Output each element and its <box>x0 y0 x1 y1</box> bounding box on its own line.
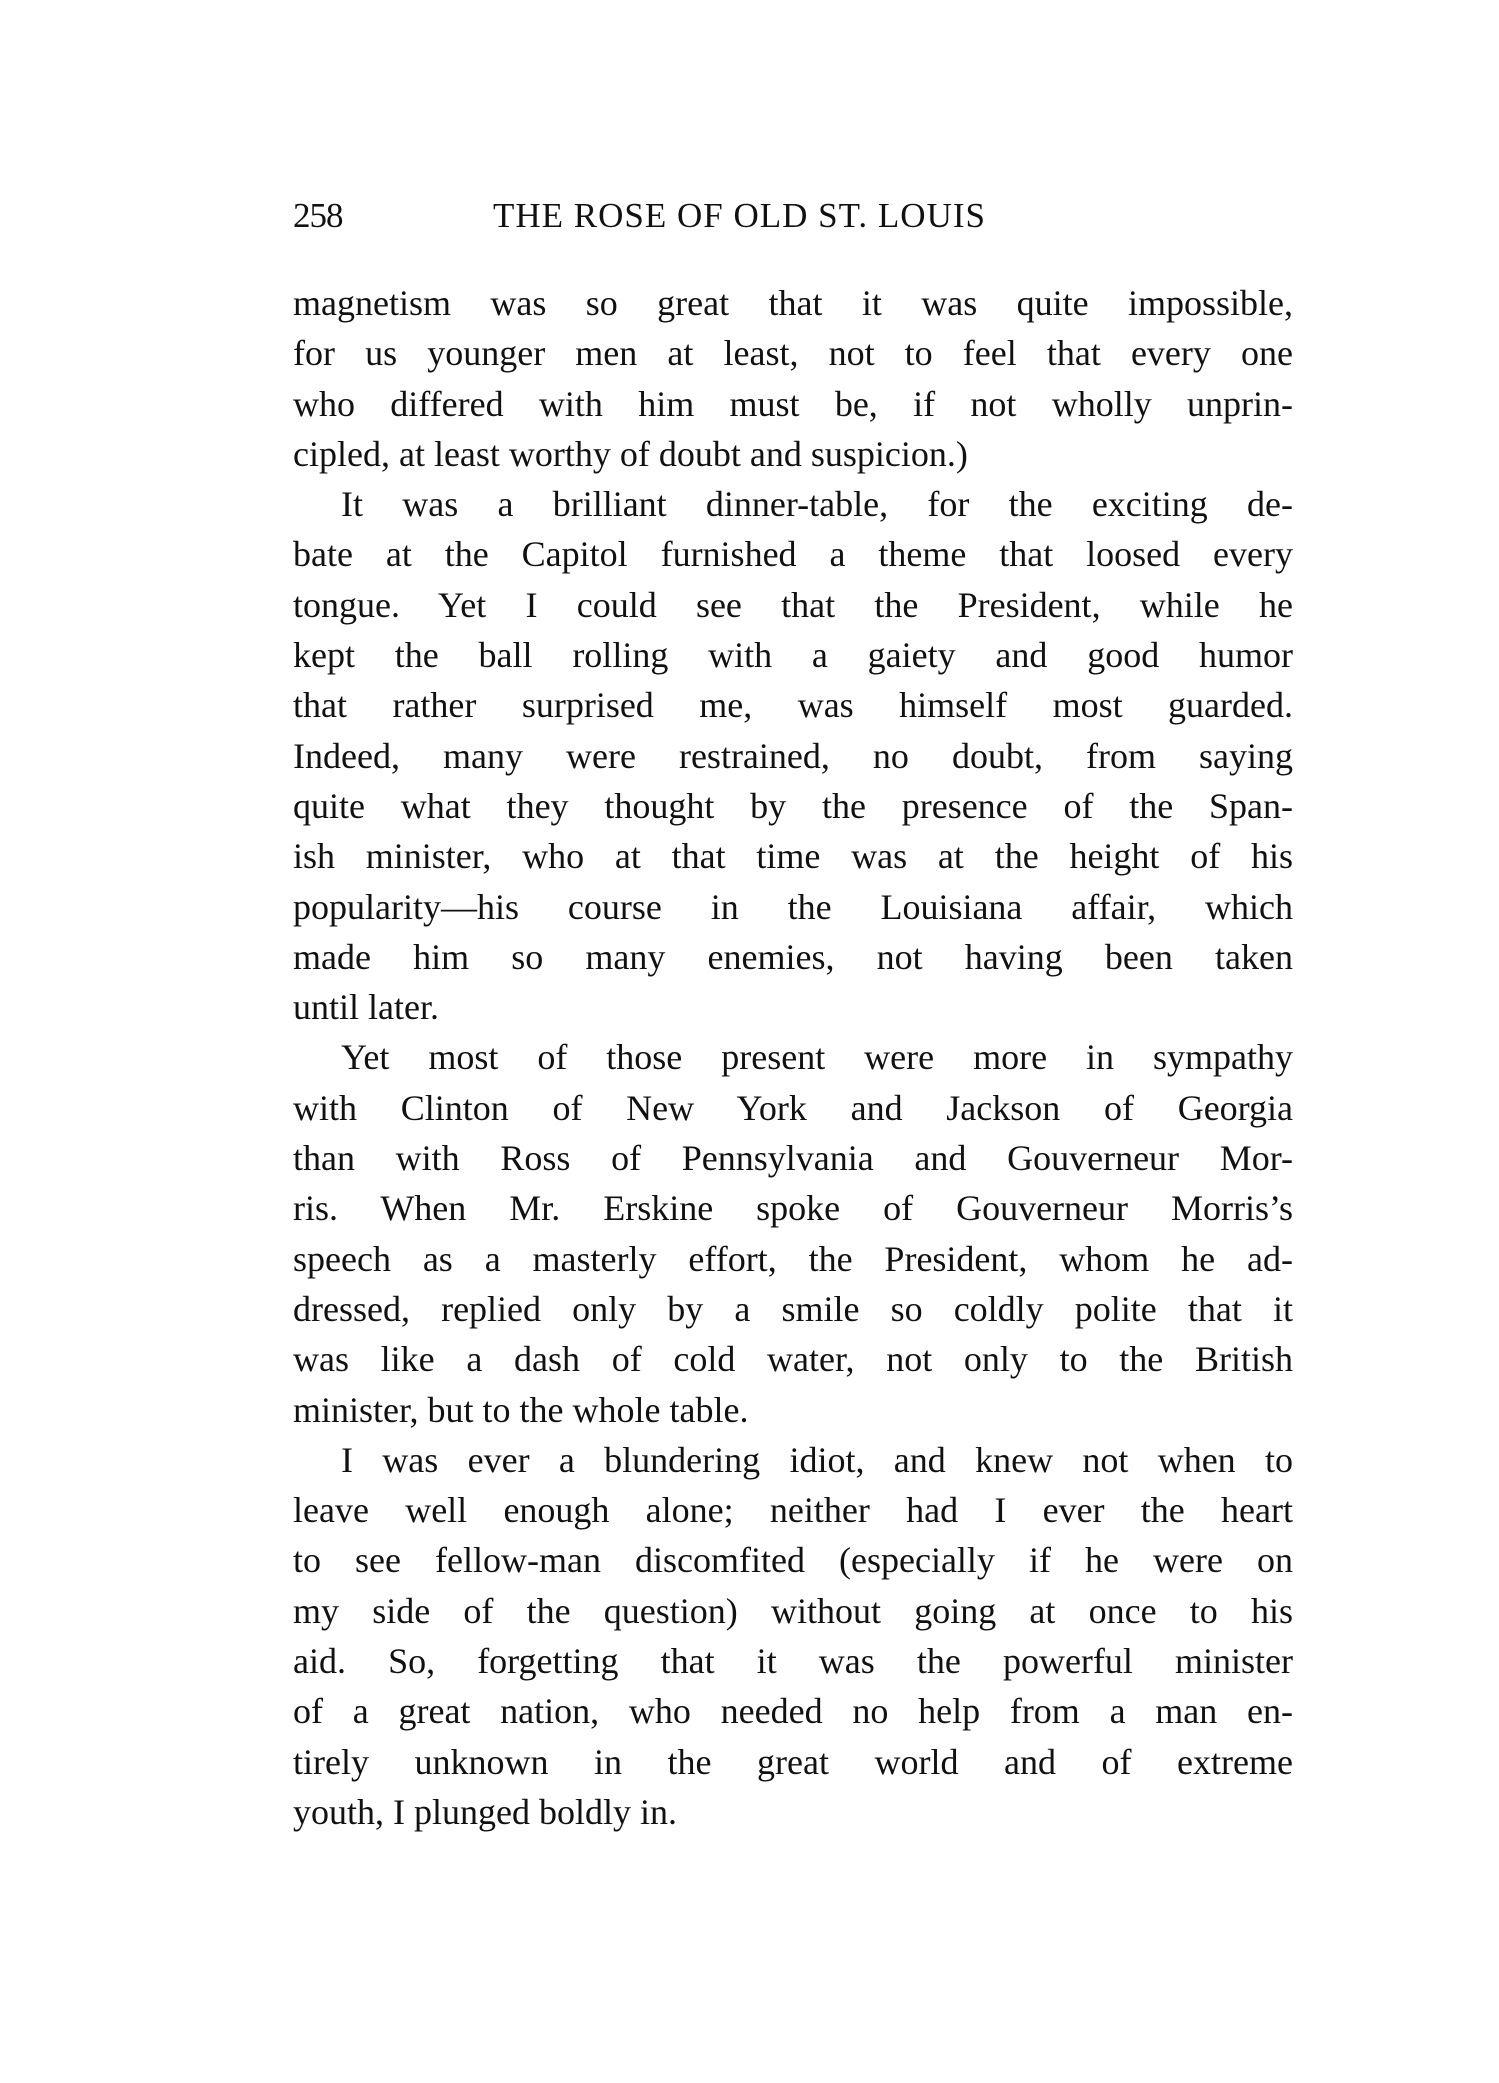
text-line: quite what they thought by the presence of the Span- <box>293 785 1293 826</box>
text-line: It was a brilliant dinner-table, for the exciting de- <box>341 484 1293 525</box>
text-line: youth, I plunged boldly in. <box>293 1791 677 1832</box>
text-line: ish minister, who at that time was at the height of his <box>293 836 1293 877</box>
text-line: made him so many enemies, not having been taken <box>293 936 1293 977</box>
text-line: for us younger men at least, not to feel that every one <box>293 333 1293 374</box>
text-line: was like a dash of cold water, not only to the British <box>293 1339 1293 1380</box>
text-line: until later. <box>293 987 439 1028</box>
text-line: Indeed, many were restrained, no doubt, from saying <box>293 735 1293 776</box>
text-line: Yet most of those present were more in sympathy <box>341 1037 1293 1078</box>
text-line: my side of the question) without going at once to his <box>293 1590 1293 1631</box>
text-line: minister, but to the whole table. <box>293 1389 749 1430</box>
text-line: that rather surprised me, was himself most guarded. <box>293 685 1293 726</box>
text-line: dressed, replied only by a smile so coldly polite that it <box>293 1288 1293 1329</box>
text-line: bate at the Capitol furnished a theme that loosed every <box>293 534 1293 575</box>
text-line: aid. So, forgetting that it was the powerful minister <box>293 1641 1293 1682</box>
text-line: kept the ball rolling with a gaiety and good humor <box>293 635 1293 676</box>
text-line: magnetism was so great that it was quite impossible, <box>293 283 1293 323</box>
text-line: with Clinton of New York and Jackson of Georgia <box>293 1087 1293 1128</box>
text-line: popularity—his course in the Louisiana affair, which <box>293 886 1293 927</box>
text-line: tirely unknown in the great world and of extreme <box>293 1741 1293 1782</box>
text-line: ris. When Mr. Erskine spoke of Gouverneur Morris’s <box>293 1188 1293 1229</box>
running-header <box>293 196 1293 246</box>
text-line: of a great nation, who needed no help from a man en- <box>293 1691 1293 1732</box>
text-line: to see fellow-man discomfited (especially if he were on <box>293 1540 1293 1581</box>
text-line: who differed with him must be, if not wholly unprin- <box>293 383 1293 424</box>
page-number: 258 <box>293 196 343 235</box>
text-line: cipled, at least worthy of doubt and suspicion.) <box>293 433 968 474</box>
body-text <box>293 278 1293 1837</box>
text-line: leave well enough alone; neither had I ever the heart <box>293 1490 1293 1531</box>
text-line: speech as a masterly effort, the President, whom he ad- <box>293 1238 1293 1279</box>
text-line: tongue. Yet I could see that the President, while he <box>293 584 1293 625</box>
text-line: than with Ross of Pennsylvania and Gouverneur Mor- <box>293 1138 1293 1179</box>
text-line: I was ever a blundering idiot, and knew not when to <box>341 1439 1293 1480</box>
running-title: THE ROSE OF OLD ST. LOUIS <box>493 196 986 235</box>
